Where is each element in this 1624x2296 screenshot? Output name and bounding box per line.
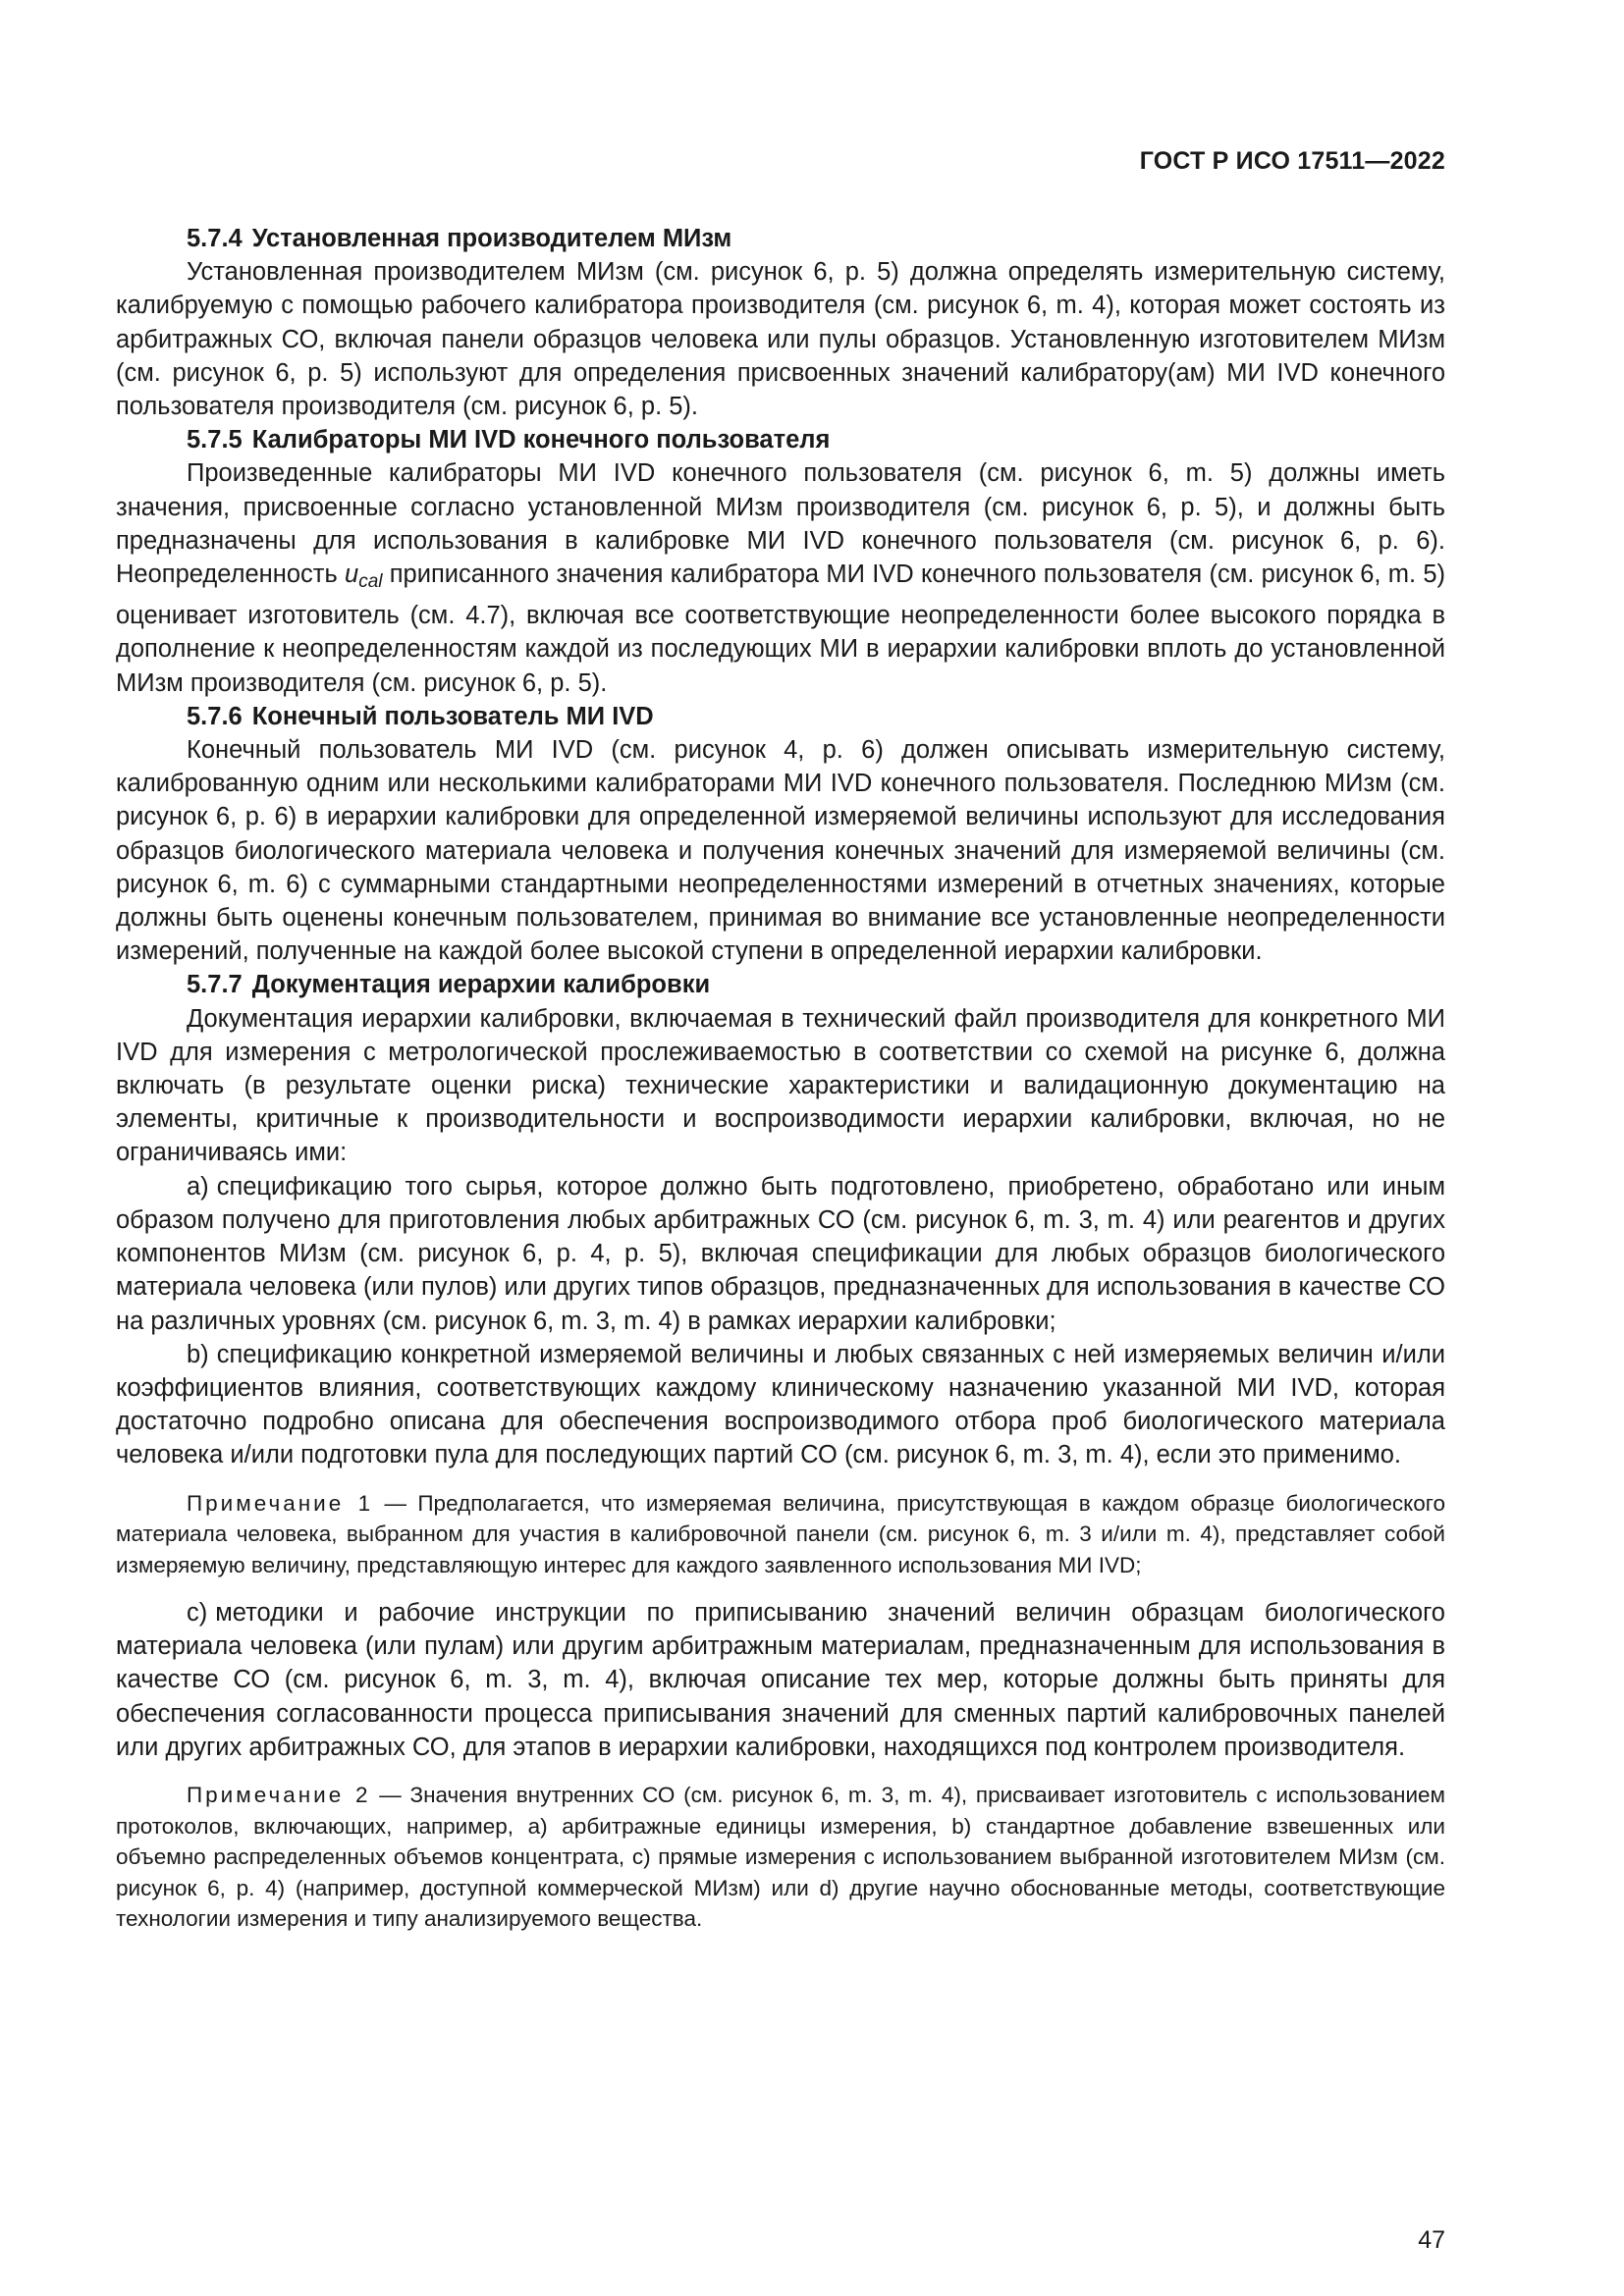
paragraph-text: приписанного значения калибратора МИ IVD конечного пользователя (см. рисунок 6, m. 5) оценивает изготовитель (см. 4.7), включая все соответствующие неопределенности более высокого порядка в дополнение к неопределенностям каждой из последующих МИ в иерархии калибровки вплоть до установленной МИзм производителя (см. рисунок 6, р. 5).: [116, 561, 1446, 697]
paragraph: Конечный пользователь МИ IVD (см. рисунок 4, р. 6) должен описывать измерительную систему, калиброванную одним или несколькими калибраторами МИ IVD конечного пользователя. Последнюю МИзм (см. рисунок 6, р. 6) в иерархии калибровки для определенной измеряемой величины используют для исследования образцов биологического материала человека и получения конечных значений для измеряемой величины (см. рисунок 6, m. 6) с суммарными стандартными неопределенностями измерений в отчетных значениях, которые должны быть оценены конечным пользователем, принимая во внимание все установленные неопределенности измерений, полученные на каждой более высокой ступени в определенной иерархии калибровки.: [116, 736, 1445, 966]
paragraph: Установленная производителем МИзм (см. рисунок 6, р. 5) должна определять измерительную систему, калибруемую с помощью рабочего калибратора производителя (см. рисунок 6, m. 4), которая может состоять из арбитражных СО, включая панели образцов человека или пулы образцов. Установленную изготовителем МИзм (см. рисунок 6, р. 5) используют для определения присвоенных значений калибратору(ам) МИ IVD конечного пользователя производителя (см. рисунок 6, р. 5).: [116, 258, 1445, 421]
list-marker: c): [187, 1599, 208, 1628]
section-number: 5.7.6: [187, 702, 243, 730]
list-marker: b): [187, 1340, 209, 1368]
note-text: — Значения внутренних СО (см. рисунок 6, m. 3, m. 4), присваивает изготовитель с использованием протоколов, включающих, например, а) арбитражные единицы измерения, b) стандартное добавление взвешенных или объемно распределенных объемов концентрата, c) прямые измерения с использованием выбранной изготовителем МИзм (см. рисунок 6, р. 4) (например, доступной коммерческой МИзм) или d) другие научно обоснованные методы, соответствующие технологии измерения и типу анализируемого вещества.: [116, 1783, 1445, 1932]
list-marker: а): [187, 1172, 209, 1201]
note-label: Примечание 2: [187, 1783, 371, 1808]
paragraph: [116, 456, 1445, 699]
paragraph-text: Произведенные калибраторы МИ IVD конечного пользователя (см. рисунок 6, m. 5) должны иметь значения, присвоенные согласно установленной МИзм производителя (см. рисунок 6, р. 5), и должны быть предназначены для использования в калибровке МИ IVD конечного пользователя (см. рисунок 6, р. 6). Неопределенность: [116, 459, 1445, 589]
note-text: — Предполагается, что измеряемая величина, присутствующая в каждом образце биологического материала человека, выбранном для участия в калибровочной панели (см. рисунок 6, m. 3 и/или m. 4), представляет собой измеряемую величину, представляющую интерес для каждого заявленного использования МИ IVD;: [116, 1490, 1445, 1577]
uncertainty-symbol: u: [345, 561, 359, 589]
list-item-b: [116, 1338, 1445, 1472]
section-heading-5-7-4: [116, 222, 1445, 255]
paragraph: Документация иерархии калибровки, включаемая в технический файл производителя для конкретного МИ IVD для измерения с метрологической прослеживаемостью в соответствии со схемой на рисунке 6, должна включать (в результате оценки риска) технические характеристики и валидационную документацию на элементы, критичные к производительности и воспроизводимости иерархии калибровки, включая, но не ограничиваясь ими:: [116, 1004, 1445, 1167]
document-body: [116, 222, 1445, 1950]
section-title: Конечный пользователь МИ IVD: [251, 702, 654, 730]
standard-designation: ГОСТ Р ИСО 17511—2022: [1139, 147, 1445, 175]
section-heading-5-7-6: [116, 700, 1445, 733]
section-title: Установленная производителем МИзм: [251, 225, 732, 252]
note-2: [116, 1780, 1445, 1935]
section-number: 5.7.7: [187, 971, 243, 999]
list-item-text: методики и рабочие инструкции по приписыванию значений величин образцам биологического материала человека (или пулам) или другим арбитражным материалам, предназначенным для использования в качестве СО (см. рисунок 6, m. 3, m. 4), включая описание тех мер, которые должны быть приняты для обеспечения согласованности процесса приписывания значений для сменных партий калибровочных панелей или других арбитражных СО, для этапов в иерархии калибровки, находящихся под контролем производителя.: [116, 1599, 1445, 1761]
uncertainty-subscript: cal: [358, 571, 383, 593]
section-heading-5-7-5: [116, 423, 1445, 456]
list-item-a: [116, 1170, 1445, 1338]
page-number: 47: [1418, 2226, 1445, 2254]
list-item-text: спецификацию того сырья, которое должно быть подготовлено, приобретено, обработано или иным образом получено для приготовления любых арбитражных СО (см. рисунок 6, m. 3, m. 4) или реагентов и других компонентов МИзм (см. рисунок 6, р. 4, р. 5), включая спецификации для любых образцов биологического материала человека (или пулов) или других типов образцов, предназначенных для использования в качестве СО на различных уровнях (см. рисунок 6, m. 3, m. 4) в рамках иерархии калибровки;: [116, 1172, 1445, 1335]
section-title: Документация иерархии калибровки: [251, 971, 711, 999]
list-item-c: [116, 1596, 1445, 1764]
section-title: Калибраторы МИ IVD конечного пользователя: [251, 426, 831, 454]
note-label: Примечание 1: [187, 1490, 374, 1516]
section-heading-5-7-7: [116, 968, 1445, 1001]
list-item-text: спецификацию конкретной измеряемой величины и любых связанных с ней измеряемых величин и/или коэффициентов влияния, соответствующих каждому клиническому назначению указанной МИ IVD, которая достаточно подробно описана для обеспечения воспроизводимого отбора проб биологического материала человека и/или подготовки пула для последующих партий СО (см. рисунок 6, m. 3, m. 4), если это применимо.: [116, 1340, 1445, 1469]
note-1: [116, 1488, 1445, 1581]
section-number: 5.7.5: [187, 426, 243, 454]
section-number: 5.7.4: [187, 225, 243, 252]
